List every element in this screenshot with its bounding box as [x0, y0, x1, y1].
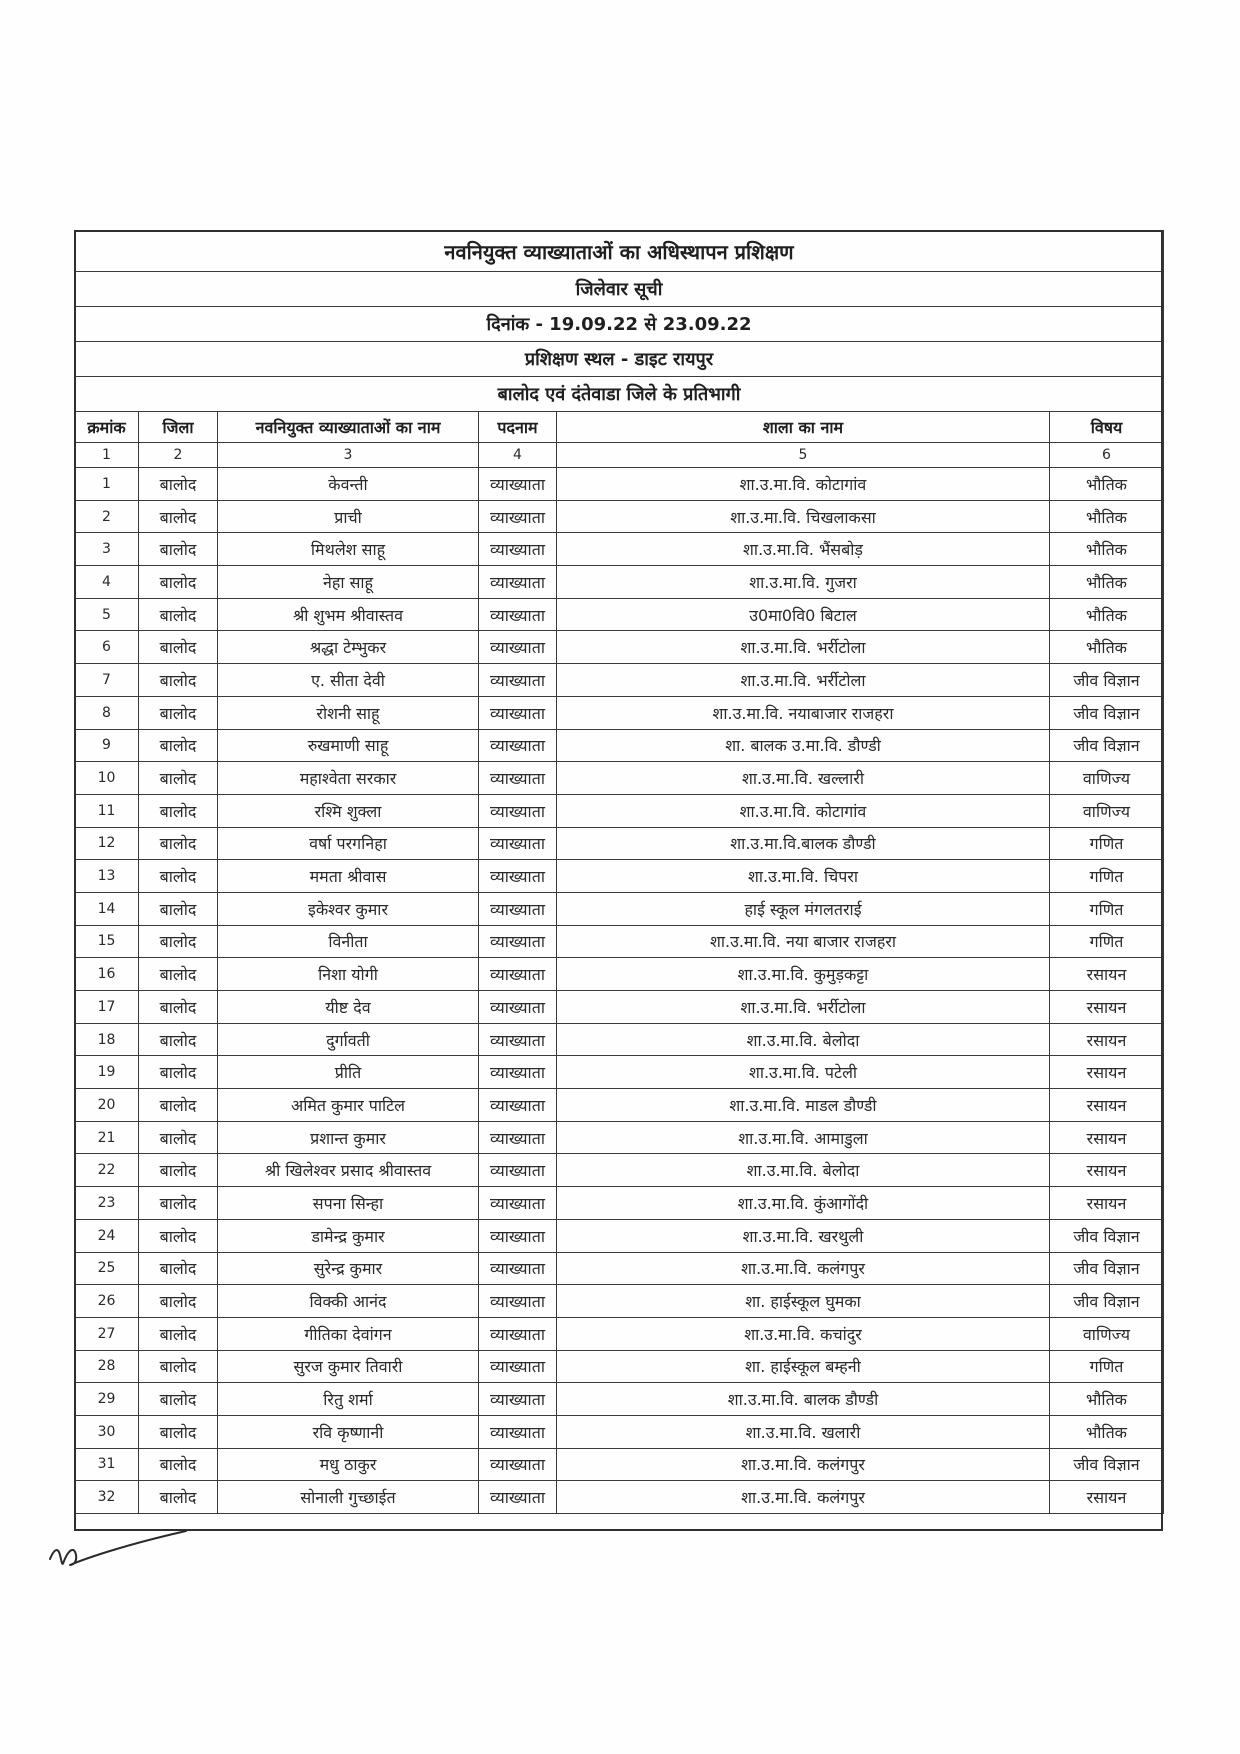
lecturer-name-cell: सुरेन्द्र कुमार: [218, 1252, 479, 1285]
table-row: [75, 696, 1164, 729]
district-cell: बालोद: [139, 1187, 218, 1220]
lecturer-name-cell: गीतिका देवांगन: [218, 1317, 479, 1350]
district-cell: बालोद: [139, 1481, 218, 1514]
serial-cell: 3: [75, 533, 139, 566]
lecturer-name-cell: श्रद्धा टेम्भुकर: [218, 631, 479, 664]
lecturer-name-cell: केवन्ती: [218, 468, 479, 501]
date-row: [75, 307, 1164, 342]
table-row: [75, 1317, 1164, 1350]
serial-cell: 29: [75, 1383, 139, 1416]
district-cell: बालोद: [139, 631, 218, 664]
serial-cell: 21: [75, 1121, 139, 1154]
column-header-post: पदनाम: [479, 412, 557, 443]
district-cell: बालोद: [139, 533, 218, 566]
subject-cell: रसायन: [1050, 991, 1164, 1024]
serial-cell: 13: [75, 860, 139, 893]
school-name-cell: शा.उ.मा.वि. भर्रीटोला: [557, 991, 1050, 1024]
table-row: [75, 991, 1164, 1024]
school-name-cell: शा.उ.मा.वि.बालक डौण्डी: [557, 827, 1050, 860]
district-cell: बालोद: [139, 696, 218, 729]
post-cell: व्याख्याता: [479, 1448, 557, 1481]
table-row: [75, 664, 1164, 697]
serial-cell: 2: [75, 500, 139, 533]
post-cell: व्याख्याता: [479, 892, 557, 925]
school-name-cell: शा.उ.मा.वि. भर्रीटोला: [557, 664, 1050, 697]
serial-cell: 7: [75, 664, 139, 697]
school-name-cell: शा.उ.मा.वि. आमाडुला: [557, 1121, 1050, 1154]
school-name-cell: शा.उ.मा.वि. खलारी: [557, 1415, 1050, 1448]
post-cell: व्याख्याता: [479, 1415, 557, 1448]
training-venue: प्रशिक्षण स्थल - डाइट रायपुर: [75, 342, 1164, 377]
table-row: [75, 1121, 1164, 1154]
handwritten-initial-mark: [44, 1525, 194, 1585]
school-name-cell: शा.उ.मा.वि. गुजरा: [557, 566, 1050, 599]
subject-cell: रसायन: [1050, 1481, 1164, 1514]
district-cell: बालोद: [139, 1023, 218, 1056]
table-row: [75, 1481, 1164, 1514]
school-name-cell: शा.उ.मा.वि. कुमुड़कट्टा: [557, 958, 1050, 991]
lecturer-name-cell: प्राची: [218, 500, 479, 533]
post-cell: व्याख्याता: [479, 664, 557, 697]
table-row: [75, 1023, 1164, 1056]
post-cell: व्याख्याता: [479, 1383, 557, 1416]
school-name-cell: उ0मा0वि0 बिटाल: [557, 598, 1050, 631]
school-name-cell: शा.उ.मा.वि. खल्लारी: [557, 762, 1050, 795]
serial-cell: 14: [75, 892, 139, 925]
district-cell: बालोद: [139, 1285, 218, 1318]
lecturer-name-cell: विक्की आनंद: [218, 1285, 479, 1318]
column-header-serial: क्रमांक: [75, 412, 139, 443]
district-cell: बालोद: [139, 1154, 218, 1187]
school-name-cell: शा.उ.मा.वि. कलंगपुर: [557, 1481, 1050, 1514]
lecturer-name-cell: रवि कृष्णानी: [218, 1415, 479, 1448]
lecturer-name-cell: यीष्ट देव: [218, 991, 479, 1024]
post-cell: व्याख्याता: [479, 1252, 557, 1285]
table-row: [75, 958, 1164, 991]
district-cell: बालोद: [139, 1448, 218, 1481]
district-cell: बालोद: [139, 664, 218, 697]
column-number: 4: [479, 443, 557, 468]
post-cell: व्याख्याता: [479, 729, 557, 762]
table-row: [75, 1089, 1164, 1122]
column-number: 1: [75, 443, 139, 468]
table-row: [75, 1285, 1164, 1318]
subject-cell: रसायन: [1050, 1121, 1164, 1154]
school-name-cell: शा.उ.मा.वि. बेलोदा: [557, 1023, 1050, 1056]
participants-row: [75, 377, 1164, 412]
lecturer-name-cell: निशा योगी: [218, 958, 479, 991]
subject-cell: रसायन: [1050, 1154, 1164, 1187]
serial-cell: 15: [75, 925, 139, 958]
school-name-cell: शा.उ.मा.वि. कोटागांव: [557, 794, 1050, 827]
post-cell: व्याख्याता: [479, 1219, 557, 1252]
venue-row: [75, 342, 1164, 377]
table-row: [75, 762, 1164, 795]
post-cell: व्याख्याता: [479, 1089, 557, 1122]
lecturer-name-cell: सपना सिन्हा: [218, 1187, 479, 1220]
district-cell: बालोद: [139, 794, 218, 827]
district-cell: बालोद: [139, 925, 218, 958]
subject-cell: भौतिक: [1050, 500, 1164, 533]
lecturer-name-cell: ए. सीता देवी: [218, 664, 479, 697]
subject-cell: रसायन: [1050, 1023, 1164, 1056]
table-row: [75, 925, 1164, 958]
column-header-subject: विषय: [1050, 412, 1164, 443]
school-name-cell: शा.उ.मा.वि. भैंसबोड़: [557, 533, 1050, 566]
post-cell: व्याख्याता: [479, 566, 557, 599]
district-cell: बालोद: [139, 958, 218, 991]
lecturer-name-cell: मिथलेश साहू: [218, 533, 479, 566]
lecturer-name-cell: इकेश्वर कुमार: [218, 892, 479, 925]
serial-cell: 32: [75, 1481, 139, 1514]
subject-cell: वाणिज्य: [1050, 794, 1164, 827]
subject-cell: भौतिक: [1050, 1383, 1164, 1416]
subject-cell: भौतिक: [1050, 1415, 1164, 1448]
column-number-row: [75, 443, 1164, 468]
table-row: [75, 1448, 1164, 1481]
table-row: [75, 500, 1164, 533]
list-subtitle: जिलेवार सूची: [75, 272, 1164, 307]
lecturer-name-cell: श्री शुभम श्रीवास्तव: [218, 598, 479, 631]
school-name-cell: शा.उ.मा.वि. माडल डौण्डी: [557, 1089, 1050, 1122]
subject-cell: जीव विज्ञान: [1050, 1219, 1164, 1252]
table-row: [75, 631, 1164, 664]
school-name-cell: शा.उ.मा.वि. कोटागांव: [557, 468, 1050, 501]
table-row: [75, 1056, 1164, 1089]
table-row: [75, 533, 1164, 566]
subject-cell: भौतिक: [1050, 533, 1164, 566]
column-number: 2: [139, 443, 218, 468]
training-date: दिनांक - 19.09.22 से 23.09.22: [75, 307, 1164, 342]
post-cell: व्याख्याता: [479, 860, 557, 893]
serial-cell: 9: [75, 729, 139, 762]
serial-cell: 23: [75, 1187, 139, 1220]
school-name-cell: शा.उ.मा.वि. नया बाजार राजहरा: [557, 925, 1050, 958]
subject-cell: गणित: [1050, 892, 1164, 925]
lecturer-name-cell: डामेन्द्र कुमार: [218, 1219, 479, 1252]
subject-cell: जीव विज्ञान: [1050, 729, 1164, 762]
school-name-cell: शा.उ.मा.वि. कुंआगोंदी: [557, 1187, 1050, 1220]
post-cell: व्याख्याता: [479, 1023, 557, 1056]
lecturer-name-cell: मधु ठाकुर: [218, 1448, 479, 1481]
subject-cell: गणित: [1050, 925, 1164, 958]
table-row: [75, 598, 1164, 631]
table-row: [75, 892, 1164, 925]
district-cell: बालोद: [139, 991, 218, 1024]
subject-cell: जीव विज्ञान: [1050, 1448, 1164, 1481]
district-cell: बालोद: [139, 1383, 218, 1416]
lecturer-name-cell: महाश्वेता सरकार: [218, 762, 479, 795]
district-cell: बालोद: [139, 892, 218, 925]
column-header-school: शाला का नाम: [557, 412, 1050, 443]
column-number: 5: [557, 443, 1050, 468]
subject-cell: जीव विज्ञान: [1050, 1252, 1164, 1285]
subtitle-row: [75, 272, 1164, 307]
post-cell: व्याख्याता: [479, 1154, 557, 1187]
serial-cell: 20: [75, 1089, 139, 1122]
subject-cell: भौतिक: [1050, 566, 1164, 599]
district-cell: बालोद: [139, 1089, 218, 1122]
district-cell: बालोद: [139, 1415, 218, 1448]
lecturer-name-cell: प्रशान्त कुमार: [218, 1121, 479, 1154]
post-cell: व्याख्याता: [479, 533, 557, 566]
table-row: [75, 468, 1164, 501]
school-name-cell: शा.उ.मा.वि. नयाबाजार राजहरा: [557, 696, 1050, 729]
post-cell: व्याख्याता: [479, 468, 557, 501]
post-cell: व्याख्याता: [479, 958, 557, 991]
column-header-district: जिला: [139, 412, 218, 443]
serial-cell: 28: [75, 1350, 139, 1383]
table-row: [75, 566, 1164, 599]
lecturer-name-cell: विनीता: [218, 925, 479, 958]
district-cell: बालोद: [139, 1350, 218, 1383]
post-cell: व्याख्याता: [479, 925, 557, 958]
serial-cell: 6: [75, 631, 139, 664]
district-cell: बालोद: [139, 1056, 218, 1089]
serial-cell: 19: [75, 1056, 139, 1089]
serial-cell: 10: [75, 762, 139, 795]
serial-cell: 18: [75, 1023, 139, 1056]
table-row: [75, 827, 1164, 860]
serial-cell: 25: [75, 1252, 139, 1285]
district-cell: बालोद: [139, 1121, 218, 1154]
lecturer-name-cell: दुर्गावती: [218, 1023, 479, 1056]
lecturer-name-cell: प्रीति: [218, 1056, 479, 1089]
serial-cell: 30: [75, 1415, 139, 1448]
lecturer-name-cell: रुखमाणी साहू: [218, 729, 479, 762]
lecturer-name-cell: श्री खिलेश्वर प्रसाद श्रीवास्तव: [218, 1154, 479, 1187]
title-row: [75, 231, 1164, 272]
serial-cell: 17: [75, 991, 139, 1024]
district-cell: बालोद: [139, 598, 218, 631]
district-cell: बालोद: [139, 827, 218, 860]
table-row: [75, 1252, 1164, 1285]
subject-cell: वाणिज्य: [1050, 1317, 1164, 1350]
post-cell: व्याख्याता: [479, 696, 557, 729]
serial-cell: 11: [75, 794, 139, 827]
post-cell: व्याख्याता: [479, 1285, 557, 1318]
subject-cell: गणित: [1050, 860, 1164, 893]
table-row: [75, 1219, 1164, 1252]
school-name-cell: शा.उ.मा.वि. भर्रीटोला: [557, 631, 1050, 664]
post-cell: व्याख्याता: [479, 1121, 557, 1154]
lecturer-name-cell: ममता श्रीवास: [218, 860, 479, 893]
district-cell: बालोद: [139, 566, 218, 599]
post-cell: व्याख्याता: [479, 1317, 557, 1350]
subject-cell: गणित: [1050, 827, 1164, 860]
column-number: 3: [218, 443, 479, 468]
district-cell: बालोद: [139, 1317, 218, 1350]
lecturer-name-cell: सोनाली गुच्छाईत: [218, 1481, 479, 1514]
serial-cell: 16: [75, 958, 139, 991]
school-name-cell: शा.उ.मा.वि. चिखलाकसा: [557, 500, 1050, 533]
school-name-cell: शा.उ.मा.वि. कचांदुर: [557, 1317, 1050, 1350]
school-name-cell: हाई स्कूल मंगलतराई: [557, 892, 1050, 925]
participant-table: [74, 230, 1164, 1514]
post-cell: व्याख्याता: [479, 827, 557, 860]
post-cell: व्याख्याता: [479, 1481, 557, 1514]
column-number: 6: [1050, 443, 1164, 468]
lecturer-name-cell: रोशनी साहू: [218, 696, 479, 729]
table-row: [75, 1415, 1164, 1448]
subject-cell: जीव विज्ञान: [1050, 696, 1164, 729]
serial-cell: 24: [75, 1219, 139, 1252]
serial-cell: 22: [75, 1154, 139, 1187]
subject-cell: रसायन: [1050, 1089, 1164, 1122]
table-row: [75, 1383, 1164, 1416]
subject-cell: जीव विज्ञान: [1050, 664, 1164, 697]
post-cell: व्याख्याता: [479, 1056, 557, 1089]
post-cell: व्याख्याता: [479, 598, 557, 631]
district-cell: बालोद: [139, 468, 218, 501]
lecturer-name-cell: रश्मि शुक्ला: [218, 794, 479, 827]
table-row: [75, 1187, 1164, 1220]
lecturer-name-cell: सुरज कुमार तिवारी: [218, 1350, 479, 1383]
school-name-cell: शा.उ.मा.वि. बालक डौण्डी: [557, 1383, 1050, 1416]
lecturer-name-cell: वर्षा परगनिहा: [218, 827, 479, 860]
school-name-cell: शा. बालक उ.मा.वि. डौण्डी: [557, 729, 1050, 762]
table-row: [75, 729, 1164, 762]
document-title: नवनियुक्त व्याख्याताओं का अधिस्थापन प्रशिक्षण: [75, 231, 1164, 272]
serial-cell: 5: [75, 598, 139, 631]
post-cell: व्याख्याता: [479, 1350, 557, 1383]
district-cell: बालोद: [139, 500, 218, 533]
subject-cell: जीव विज्ञान: [1050, 1285, 1164, 1318]
district-cell: बालोद: [139, 1252, 218, 1285]
post-cell: व्याख्याता: [479, 1187, 557, 1220]
post-cell: व्याख्याता: [479, 794, 557, 827]
school-name-cell: शा.उ.मा.वि. खरथुली: [557, 1219, 1050, 1252]
subject-cell: वाणिज्य: [1050, 762, 1164, 795]
school-name-cell: शा.उ.मा.वि. चिपरा: [557, 860, 1050, 893]
subject-cell: रसायन: [1050, 1187, 1164, 1220]
participants-heading: बालोद एवं दंतेवाडा जिले के प्रतिभागी: [75, 377, 1164, 412]
serial-cell: 12: [75, 827, 139, 860]
post-cell: व्याख्याता: [479, 991, 557, 1024]
subject-cell: भौतिक: [1050, 631, 1164, 664]
serial-cell: 8: [75, 696, 139, 729]
post-cell: व्याख्याता: [479, 500, 557, 533]
subject-cell: गणित: [1050, 1350, 1164, 1383]
school-name-cell: शा.उ.मा.वि. कलंगपुर: [557, 1448, 1050, 1481]
district-cell: बालोद: [139, 860, 218, 893]
subject-cell: भौतिक: [1050, 468, 1164, 501]
subject-cell: रसायन: [1050, 1056, 1164, 1089]
post-cell: व्याख्याता: [479, 631, 557, 664]
column-header-row: [75, 412, 1164, 443]
district-cell: बालोद: [139, 1219, 218, 1252]
serial-cell: 1: [75, 468, 139, 501]
school-name-cell: शा.उ.मा.वि. पटेली: [557, 1056, 1050, 1089]
lecturer-name-cell: रितु शर्मा: [218, 1383, 479, 1416]
subject-cell: भौतिक: [1050, 598, 1164, 631]
serial-cell: 4: [75, 566, 139, 599]
school-name-cell: शा. हाईस्कूल घुमका: [557, 1285, 1050, 1318]
column-header-name: नवनियुक्त व्याख्याताओं का नाम: [218, 412, 479, 443]
serial-cell: 27: [75, 1317, 139, 1350]
district-cell: बालोद: [139, 762, 218, 795]
table-row: [75, 1350, 1164, 1383]
table-row: [75, 860, 1164, 893]
subject-cell: रसायन: [1050, 958, 1164, 991]
table-row: [75, 1154, 1164, 1187]
lecturer-name-cell: अमित कुमार पाटिल: [218, 1089, 479, 1122]
district-cell: बालोद: [139, 729, 218, 762]
school-name-cell: शा. हाईस्कूल बम्हनी: [557, 1350, 1050, 1383]
post-cell: व्याख्याता: [479, 762, 557, 795]
school-name-cell: शा.उ.मा.वि. कलंगपुर: [557, 1252, 1050, 1285]
serial-cell: 31: [75, 1448, 139, 1481]
serial-cell: 26: [75, 1285, 139, 1318]
lecturer-name-cell: नेहा साहू: [218, 566, 479, 599]
table-row: [75, 794, 1164, 827]
school-name-cell: शा.उ.मा.वि. बेलोदा: [557, 1154, 1050, 1187]
